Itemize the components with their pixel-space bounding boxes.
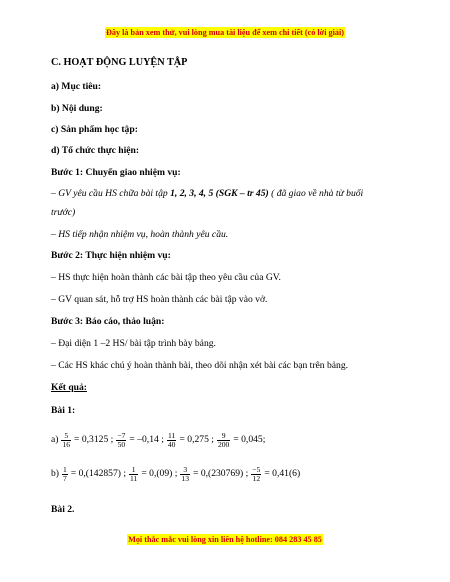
- fraction: $\frac{1}{11}$: [130, 464, 138, 483]
- item-noi-dung: b) Nội dung:: [51, 103, 103, 114]
- fraction: $\frac{-7}{50}$: [117, 430, 126, 449]
- header-notice: Đây là bản xem thử, vui lòng mua tài liệu để xem chi tiết (có lời giải): [105, 28, 344, 37]
- bai1-row-a: [51, 429, 267, 451]
- fraction: $\frac{9}{200}$: [217, 430, 230, 449]
- fraction: $\frac{1}{7}$: [63, 464, 67, 483]
- row-a-label: a): [51, 434, 59, 445]
- fraction: $\frac{-5}{12}$: [252, 464, 261, 483]
- decimal-result: = 0,41(6): [264, 468, 301, 479]
- decimal-result: = 0,(09) ;: [141, 468, 178, 479]
- step1-title: Bước 1: Chuyển giao nhiệm vụ:: [51, 167, 181, 178]
- decimal-result: = 0,045;: [233, 434, 266, 445]
- item-muc-tieu: a) Mục tiêu:: [51, 81, 102, 92]
- decimal-result: = 0,3125 ;: [74, 434, 114, 445]
- step2-line2: – GV quan sát, hỗ trợ HS hoàn thành các bài tập vào vở.: [51, 294, 268, 305]
- decimal-result: = 0,(142857) ;: [70, 468, 127, 479]
- step3-title: Bước 3: Báo cáo, thảo luận:: [51, 316, 165, 327]
- step1-line1: – GV yêu cầu HS chữa bài tập 1, 2, 3, 4, 5 (SGK – tr 45) ( đã giao về nhà từ buổi: [51, 188, 364, 199]
- fraction: $\frac{5}{16}$: [62, 430, 71, 449]
- bai1-row-b: [51, 463, 302, 485]
- decimal-result: = –0,14 ;: [129, 434, 164, 445]
- step2-title: Bước 2: Thực hiện nhiệm vụ:: [51, 250, 171, 261]
- bai2-title: Bài 2.: [51, 504, 75, 515]
- step2-line1: – HS thực hiện hoàn thành các bài tập theo yêu cầu của GV.: [51, 272, 281, 283]
- item-to-chuc: d) Tổ chức thực hiện:: [51, 145, 140, 156]
- step1-line2: – HS tiếp nhận nhiệm vụ, hoàn thành yêu cầu.: [51, 229, 229, 240]
- footer-hotline-notice: Mọi thắc mắc vui lòng xin liên hệ hotline: 084 283 45 85: [128, 535, 322, 544]
- step3-line2: – Các HS khác chú ý hoàn thành bài, theo dõi nhận xét bài các bạn trên bảng.: [51, 360, 349, 371]
- step1-line1-cont: trước): [51, 207, 76, 218]
- fraction: $\frac{3}{13}$: [181, 464, 190, 483]
- result-title: Kết quả:: [51, 382, 87, 393]
- item-san-pham: c) Sản phẩm học tập:: [51, 124, 138, 135]
- fraction: $\frac{11}{40}$: [167, 430, 176, 449]
- section-title: C. HOẠT ĐỘNG LUYỆN TẬP: [51, 57, 188, 68]
- decimal-result: = 0,(230769) ;: [193, 468, 249, 479]
- step3-line1: – Đại diện 1 –2 HS/ bài tập trình bày bảng.: [51, 338, 216, 349]
- row-b-label: b): [51, 468, 59, 479]
- bai1-title: Bài 1:: [51, 405, 76, 416]
- decimal-result: = 0,275 ;: [179, 434, 214, 445]
